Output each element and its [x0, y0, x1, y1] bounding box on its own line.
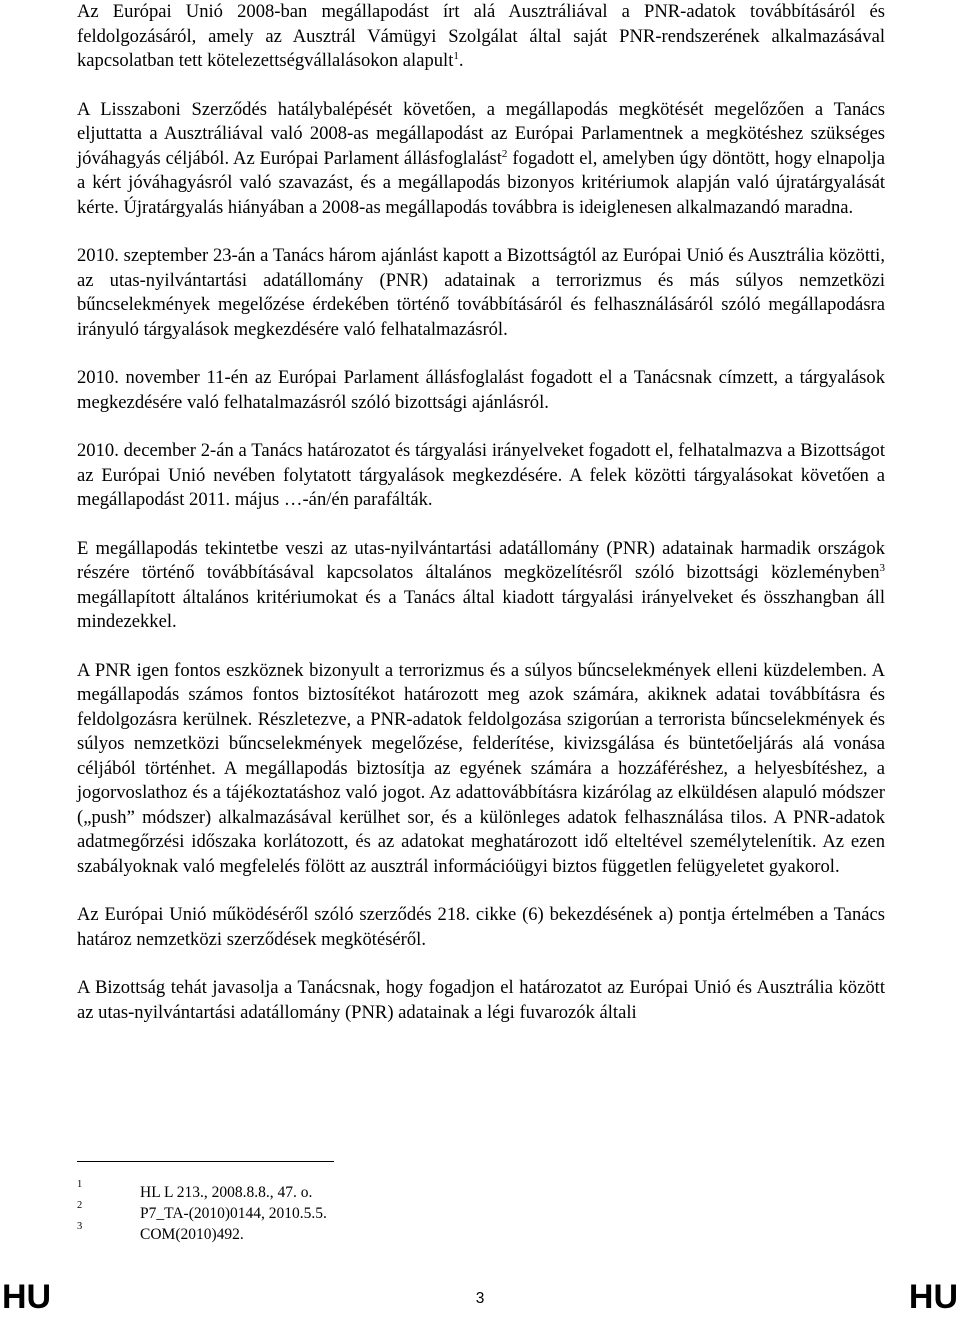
footnote-mark: 1: [77, 1179, 83, 1190]
footnote-separator: [77, 1161, 334, 1162]
paragraph-4: 2010. november 11-én az Európai Parlament állásfoglalást fogadott el a Tanácsnak címzett, a tárgyalások megkezdésére való felhatalmazásról szóló bizottsági ajánlásról.: [77, 367, 885, 413]
paragraph-9: A Bizottság tehát javasolja a Tanácsnak, hogy fogadjon el határozatot az Európai Unió és Ausztrália között az utas-nyilvántartási adatállomány (PNR) adatainak a légi fuvarozók általi: [77, 977, 885, 1023]
footnote-1: [77, 1179, 777, 1203]
footnote-ref-1: 1: [453, 49, 459, 62]
footnote-text: COM(2010)492.: [140, 1226, 244, 1243]
footnote-ref-3: 3: [879, 561, 885, 574]
paragraph-5: 2010. december 2-án a Tanács határozatot és tárgyalási irányelveket fogadott el, felhatalmazva a Bizottságot az Európai Unió nevében folytatott tárgyalások megkezdésére. A felek közötti tárgyalásokat követően a megállapodást 2011. május …-án/én parafálták.: [77, 440, 885, 510]
paragraph-2: A Lisszaboni Szerződés hatálybalépését követően, a megállapodás megkötését megelőzően a Tanács eljuttatta a Ausztráliával való 2008-as megállapodást az Európai Parlamentnek a megkötéshez szükséges jóváhagyás céljából. Az Európai Parlament állásfoglalást$^2$ fogadott el, amelyben úgy döntött, hogy elnapolja a kért jóváhagyásról való szavazást, és a megállapodás bizonyos kritériumok alapján való újratárgyalását kérte. Újratárgyalás hiányában a 2008-as megállapodás továbbra is ideiglenesen alkalmazandó maradna.: [77, 98, 885, 218]
footnote-ref-2: 2: [501, 147, 508, 160]
footnote-text: HL L 213., 2008.8.8., 47. o.: [140, 1184, 313, 1201]
language-code-right: HU: [908, 1278, 958, 1316]
document-body: [77, 0, 885, 1049]
footnotes: [77, 1179, 777, 1245]
paragraph-8: Az Európai Unió működéséről szóló szerződés 218. cikke (6) bekezdésének a) pontja értelmében a Tanács határoz nemzetközi szerződések megkötéséről.: [77, 904, 885, 950]
footnote-mark: 3: [77, 1221, 83, 1232]
paragraph-3: 2010. szeptember 23-án a Tanács három ajánlást kapott a Bizottságtól az Európai Unió és Ausztrália közötti, az utas-nyilvántartási adatállomány (PNR) adatainak a terrorizmus és más súlyos nemzetközi bűncselekmények megelőzése érdekében történő továbbításáról és felhasználásáról szóló megállapodásra irányuló tárgyalások megkezdésére való felhatalmazásról.: [77, 245, 885, 340]
page-number: 3: [475, 1290, 485, 1307]
footnote-2: [77, 1200, 777, 1224]
paragraph-1: Az Európai Unió 2008-ban megállapodást írt alá Ausztráliával a PNR-adatok továbbításáról és feldolgozásáról, amely az Ausztrál Vámügyi Szolgálat által saját PNR-rendszerének alkalmazásával kapcsolatban tett kötelezettségvállalásokon alapult$^1$.: [77, 1, 885, 71]
footnote-text: P7_TA-(2010)0144, 2010.5.5.: [140, 1205, 327, 1222]
footnote-3: [77, 1221, 777, 1245]
language-code-left: HU: [2, 1278, 52, 1316]
paragraph-6: E megállapodás tekintetbe veszi az utas-nyilvántartási adatállomány (PNR) adatainak harmadik országok részére történő továbbításával kapcsolatos általános megközelítésről szóló bizottsági közleményben$^3$ megállapított általános kritériumokat és a Tanács által kiadott tárgyalási irányelveket és összhangban áll mindezekkel.: [77, 537, 885, 632]
paragraph-7: A PNR igen fontos eszköznek bizonyult a terrorizmus és a súlyos bűncselekmények elleni küzdelemben. A megállapodás számos fontos biztosítékot határozott meg azok számára, akiknek adatai továbbításra és feldolgozásra kerülnek. Részletezve, a PNR-adatok feldolgozása szigorúan a terrorista bűncselekmények és súlyos nemzetközi bűncselekmények megelőzése, felderítése, kivizsgálása és büntetőeljárás alá vonása céljából történhet. A megállapodás biztosítja az egyének számára a hozzáféréshez, a helyesbítéshez, a jogorvoslathoz és a tájékoztatáshoz való jogot. Az adattovábbításra kizárólag az elküldésen alapuló módszer („push” módszer) alkalmazásával kerülhet sor, és a különleges adatok felhasználása tilos. A PNR-adatok adatmegőrzési időszaka korlátozott, és az adatokat meghatározott idő elteltével személytelenítik. Az ezen szabályoknak való megfelelés fölött az ausztrál információügyi biztos független felügyeletet gyakorol.: [77, 659, 885, 877]
footnote-mark: 2: [77, 1200, 83, 1211]
